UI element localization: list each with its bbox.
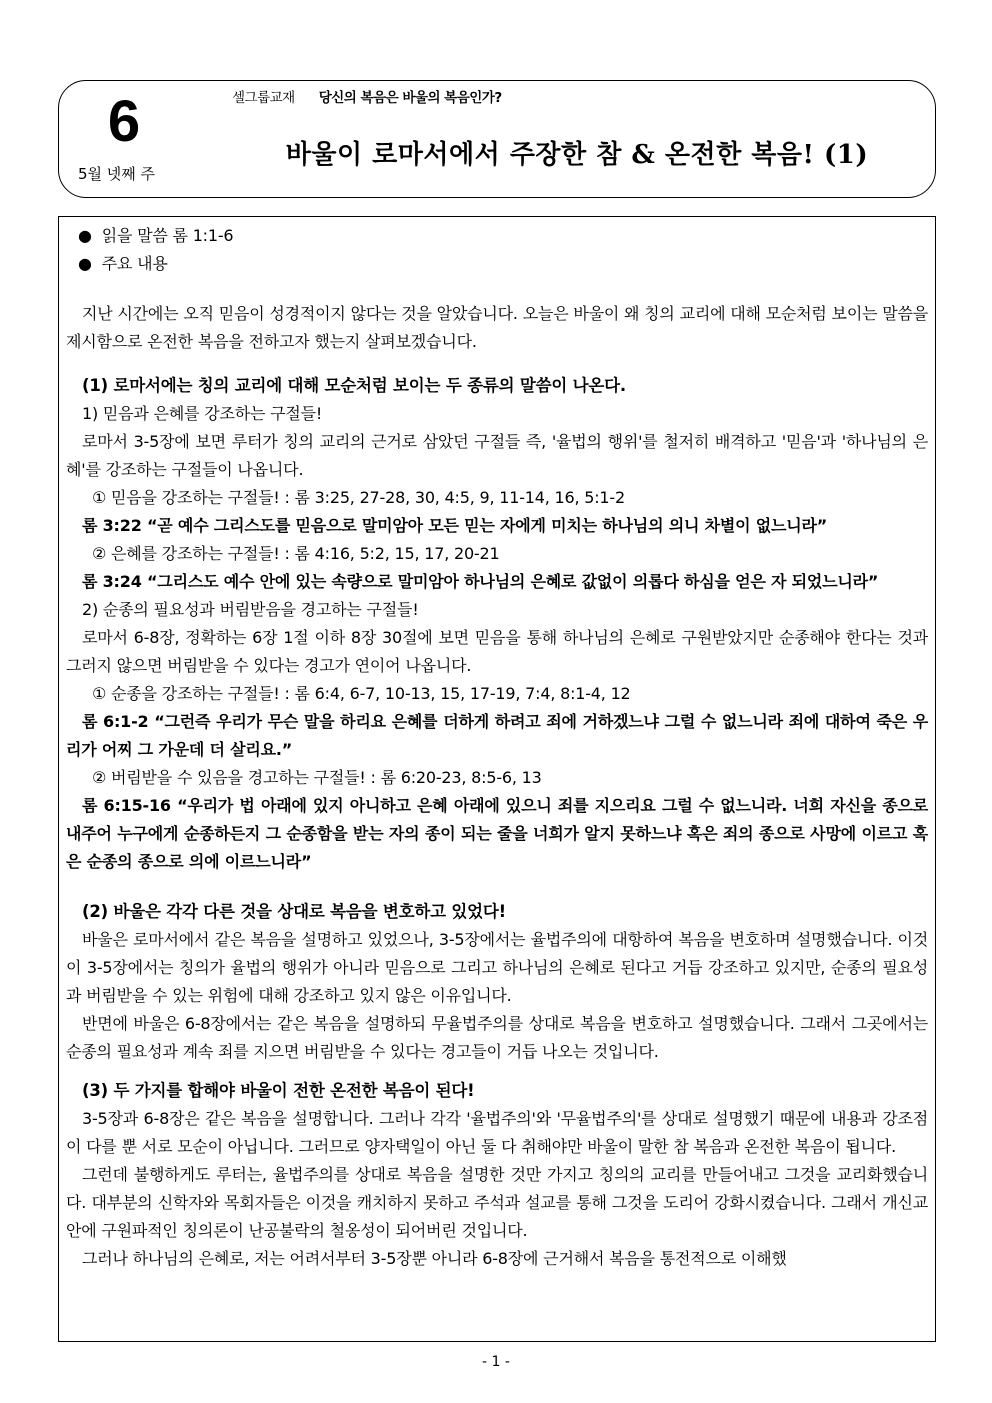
section-3-paragraph-2: 그런데 불행하게도 루터는, 율법주의를 상대로 복음을 설명한 것만 가지고 칭의의 교리를 만들어내고 그것을 교리화했습니다. 대부분의 신학자와 목회자들은 이것을 캐치하지 못하고 주석과 설교를 통해 그것을 도리어 강화시켰습니다. 그래서 개신교 안에 구원파적인 칭의론이 난공불락의 철옹성이 되어버린 것입니다. (66, 1165, 928, 1240)
warning-verses-list: ② 버림받을 수 있음을 경고하는 구절들! : 롬 6:20-23, 8:5-6, 13 (92, 768, 542, 787)
page-title: 바울이 로마서에서 주장한 참 & 온전한 복음! (1) (285, 140, 869, 170)
verse-rom-3-24: 롬 3:24 “그리스도 예수 안에 있는 속량으로 말미암아 하나님의 은혜로 값없이 의롭다 하심을 얻은 자 되었느니라” (82, 572, 879, 591)
section-1-sub-2: 2) 순종의 필요성과 버림받음을 경고하는 구절들! (82, 600, 419, 619)
series-name: 셀그룹교재 (232, 90, 295, 106)
section-1-heading: (1) 로마서에는 칭의 교리에 대해 모순처럼 보이는 두 종류의 말씀이 나온다. (82, 376, 626, 395)
content (66, 222, 928, 1273)
grace-verses-list: ② 은혜를 강조하는 구절들! : 롬 4:16, 5:2, 15, 17, 20-21 (92, 544, 500, 563)
section-1-sub-2-text: 로마서 6-8장, 정확하는 6장 1절 이하 8장 30절에 보면 믿음을 통해 하나님의 은혜로 구원받았지만 순종해야 한다는 것과 그러지 않으면 버림받을 수 있다는 경고가 연이어 나옵니다. (66, 628, 928, 675)
section-1-sub-1-text: 로마서 3-5장에 보면 루터가 칭의 교리의 근거로 삼았던 구절들 즉, '율법의 행위'를 철저히 배격하고 '믿음'과 '하나님의 은혜'를 강조하는 구절들이 나옵니다. (66, 432, 928, 479)
series-line (232, 88, 502, 108)
intro-paragraph: 지난 시간에는 오직 믿음이 성경적이지 않다는 것을 알았습니다. 오늘은 바울이 왜 칭의 교리에 대해 모순처럼 보이는 말씀을 제시함으로 온전한 복음을 전하고자 했는지 살펴보겠습니다. (66, 304, 928, 351)
section-3-heading: (3) 두 가지를 합해야 바울이 전한 온전한 복음이 된다! (82, 1081, 475, 1100)
section-2-heading: (2) 바울은 각각 다른 것을 상대로 복음을 변호하고 있었다! (82, 902, 506, 921)
reading-bullet: ● 읽을 말씀 롬 1:1-6 (78, 226, 234, 245)
bullet-icon: ● (78, 226, 92, 245)
verse-rom-6-15: 롬 6:15-16 “우리가 법 아래에 있지 아니하고 은혜 아래에 있으니 죄를 지으리요 그럴 수 없느니라. 너희 자신을 종으로 내주어 누구에게 순종하든지 그 순종함을 받는 자의 종이 되는 줄을 너희가 알지 못하느냐 혹은 죄의 종으로 사망에 이르고 혹은 순종의 종으로 의에 이르느니라” (66, 796, 928, 871)
section-3-paragraph-3: 그러나 하나님의 은혜로, 저는 어려서부터 3-5장뿐 아니라 6-8장에 근거해서 복음을 통전적으로 이해했 (82, 1249, 787, 1268)
obedience-verses-list: ① 순종을 강조하는 구절들! : 롬 6:4, 6-7, 10-13, 15, 17-19, 7:4, 8:1-4, 12 (92, 684, 631, 703)
series-subtitle: 당신의 복음은 바울의 복음인가? (318, 90, 502, 106)
lesson-number: 6 (107, 89, 141, 154)
verse-rom-3-22: 롬 3:22 “곧 예수 그리스도를 믿음으로 말미암아 모든 믿는 자에게 미치는 하나님의 의니 차별이 없느니라” (82, 516, 828, 535)
page-number: - 1 - (482, 1354, 510, 1370)
summary-bullet: ● 주요 내용 (78, 254, 168, 273)
section-2-paragraph-2: 반면에 바울은 6-8장에서는 같은 복음을 설명하되 무율법주의를 상대로 복음을 변호하고 설명했습니다. 그래서 그곳에서는 순종의 필요성과 계속 죄를 지으면 버림받을 수 있다는 경고들이 거듭 나오는 것입니다. (66, 1014, 928, 1061)
section-3-paragraph-1: 3-5장과 6-8장은 같은 복음을 설명합니다. 그러나 각각 '율법주의'와 '무율법주의'를 상대로 설명했기 때문에 내용과 강조점이 다를 뿐 서로 모순이 아닙니다. 그러므로 양자택일이 아닌 둘 다 취해야만 바울이 말한 참 복음과 온전한 복음이 됩니다. (66, 1109, 928, 1156)
faith-verses-list: ① 믿음을 강조하는 구절들! : 롬 3:25, 27-28, 30, 4:5, 9, 11-14, 16, 5:1-2 (92, 488, 625, 507)
week-label: 5월 넷째 주 (78, 165, 156, 183)
bullet-icon: ● (78, 254, 92, 273)
verse-rom-6-1: 롬 6:1-2 “그런즉 우리가 무슨 말을 하리요 은혜를 더하게 하려고 죄에 거하겠느냐 그럴 수 없느니라 죄에 대하여 죽은 우리가 어찌 그 가운데 더 살리요.” (66, 712, 928, 759)
section-1-sub-1: 1) 믿음과 은혜를 강조하는 구절들! (82, 404, 323, 423)
section-2-paragraph-1: 바울은 로마서에서 같은 복음을 설명하고 있었으나, 3-5장에서는 율법주의에 대항하여 복음을 변호하며 설명했습니다. 이것이 3-5장에서는 칭의가 율법의 행위가 아니라 믿음으로 그리고 하나님의 은혜로 된다고 거듭 강조하고 있지만, 순종의 필요성과 버림받을 수 있는 위험에 대해 강조하고 있지 않은 이유입니다. (66, 930, 928, 1005)
